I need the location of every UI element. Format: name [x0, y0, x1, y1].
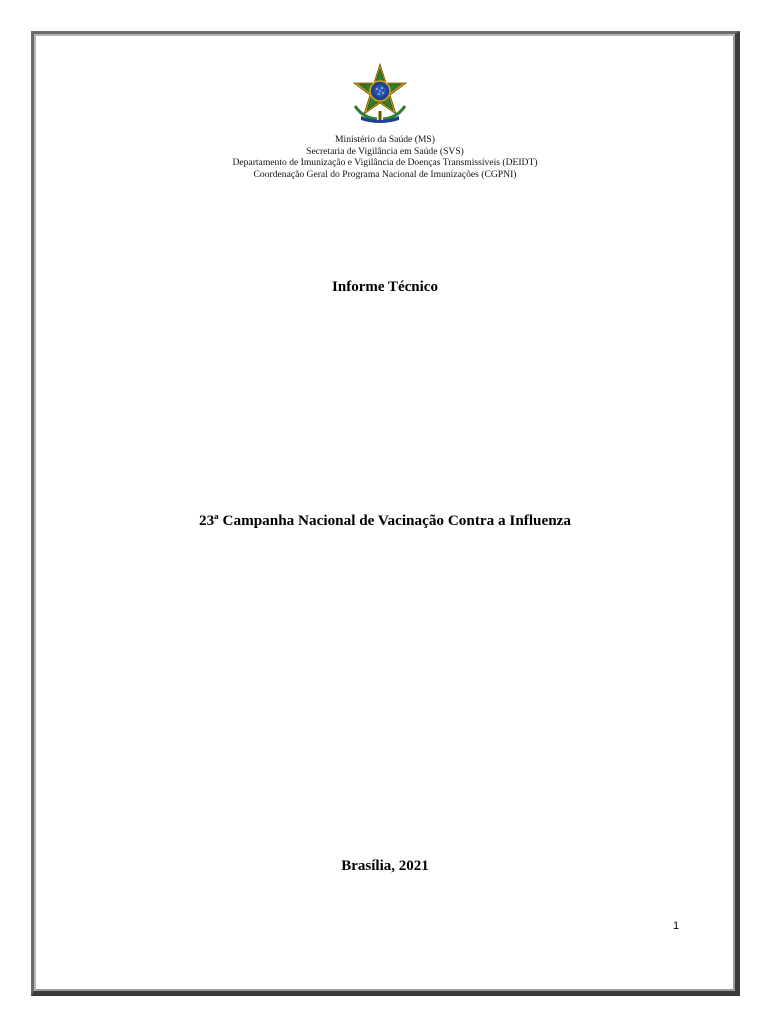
coat-of-arms-of-brazil-icon: [349, 62, 411, 124]
header-line-ministry: Ministério da Saúde (MS): [335, 134, 435, 145]
institution-header: [0, 134, 770, 180]
campaign-title: 23ª Campanha Nacional de Vacinação Contra a Influenza: [198, 512, 572, 529]
page-number: 1: [673, 920, 680, 932]
header-line-department: Departamento de Imunização e Vigilância de Doenças Transmissíveis (DEIDT): [232, 157, 538, 168]
place-and-year: Brasília, 2021: [341, 858, 429, 874]
document-title: Informe Técnico: [332, 279, 438, 295]
header-line-coordination: Coordenação Geral do Programa Nacional de Imunizações (CGPNI): [253, 168, 517, 180]
header-line-secretariat: Secretaria de Vigilância em Saúde (SVS): [306, 145, 464, 157]
